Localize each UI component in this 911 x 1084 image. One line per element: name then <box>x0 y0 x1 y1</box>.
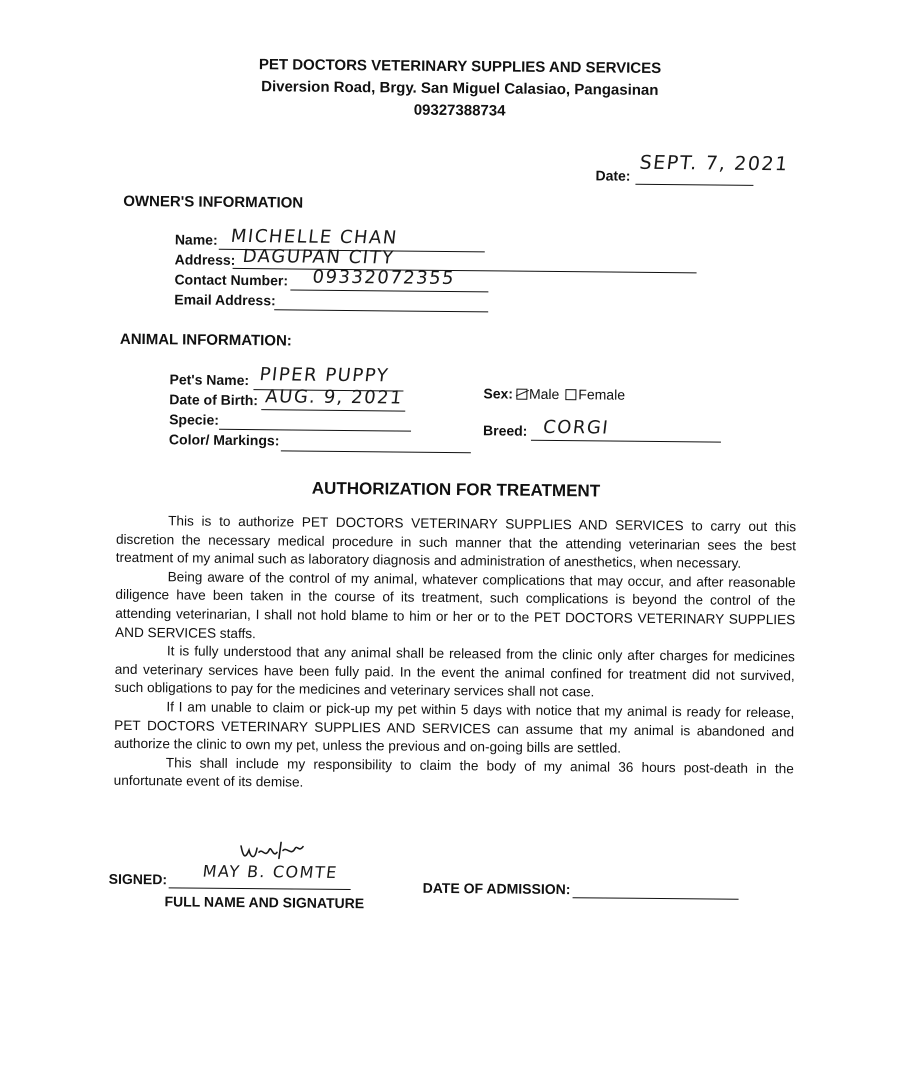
owner-section-title: OWNER'S INFORMATION <box>123 192 304 212</box>
color-markings-label: Color/ Markings: <box>168 431 280 449</box>
female-checkbox[interactable] <box>565 389 576 400</box>
dob-line <box>261 409 405 411</box>
owner-address-line <box>233 268 697 273</box>
date-value: SEPT. 7, 2021 <box>638 151 790 176</box>
owner-name-value: MICHELLE CHAN <box>229 225 399 249</box>
breed-value: CORGI <box>541 416 611 439</box>
owner-address-label: Address: <box>174 251 236 268</box>
owner-name-label: Name: <box>174 231 218 248</box>
sex-label: Sex: <box>483 385 514 402</box>
business-name: PET DOCTORS VETERINARY SUPPLIES AND SERVICES <box>258 56 662 78</box>
sex-field <box>483 385 625 402</box>
owner-contact-line <box>290 289 488 292</box>
authorization-paragraph: This shall include my responsibility to claim the body of my animal 36 hours post-death in the unfortunate event of its demise. <box>113 755 794 790</box>
breed-label: Breed: <box>482 422 528 439</box>
signature-caption: FULL NAME AND SIGNATURE <box>164 893 365 912</box>
animal-section-title: ANIMAL INFORMATION: <box>119 330 292 350</box>
date-label: Date: <box>595 167 631 184</box>
owner-address-value: DAGUPAN CITY <box>241 246 396 269</box>
signature-line <box>169 887 351 890</box>
authorization-paragraph: If I am unable to claim or pick-up my pet within 5 days with notice that my animal is ready for release, PET DOCTORS VETERINARY SUPPLIES AND SERVICES can assume that my animal is abandoned and authorize the clinic to own my pet, unless the previous and on-going bills are settled. <box>113 699 795 756</box>
pet-name-value: PIPER PUPPY <box>258 364 391 387</box>
male-option-label: Male <box>528 385 560 403</box>
business-phone: 09327388734 <box>413 101 506 120</box>
specie-label: Specie: <box>169 411 220 428</box>
owner-email-line <box>274 309 488 312</box>
business-address: Diversion Road, Brgy. San Miguel Calasiao, Pangasinan <box>261 78 659 99</box>
dob-value: AUG. 9, 2021 <box>264 386 405 409</box>
admission-date-label: DATE OF ADMISSION: <box>422 879 571 898</box>
breed-line <box>531 440 721 443</box>
dob-label: Date of Birth: <box>169 391 259 409</box>
authorization-paragraph: It is fully understood that any animal shall be released from the clinic only after charges for medicines and veterinary services have been fully paid. In the event the animal confined for treatment did not survived, such obligations to pay for the medicines and veterinary services shall not case. <box>114 643 795 700</box>
date-line <box>635 184 753 186</box>
authorization-body <box>114 512 797 797</box>
color-markings-line <box>281 450 471 453</box>
authorization-title: AUTHORIZATION FOR TREATMENT <box>311 478 601 501</box>
authorization-paragraph: Being aware of the control of my animal, whatever complications that may occur, and after reasonable diligence have been taken in the course of its treatment, such complications is beyond the control of the attending veterinarian, I shall not hold blame to him or her or to the PET DOCTORS VETERINARY SUPPLIES AND SERVICES staffs. <box>115 569 796 641</box>
male-checkbox[interactable] <box>516 389 527 400</box>
signature-mark <box>237 838 307 865</box>
owner-contact-label: Contact Number: <box>174 271 289 289</box>
owner-contact-value: 09332072355 <box>311 266 457 290</box>
pet-name-label: Pet's Name: <box>169 371 250 389</box>
signer-name: MAY B. COMTE <box>201 861 339 882</box>
admission-date-line <box>573 897 739 900</box>
owner-email-label: Email Address: <box>174 291 276 309</box>
signed-label: SIGNED: <box>108 870 168 888</box>
authorization-paragraph: This is to authorize PET DOCTORS VETERINARY SUPPLIES AND SERVICES to carry out this discretion the necessary medical procedure in such manner that the attending veterinarian sees the best treatment of my animal such as laboratory diagnosis and administration of anesthetics, when necessary. <box>115 513 797 571</box>
female-option-label: Female <box>578 386 626 403</box>
